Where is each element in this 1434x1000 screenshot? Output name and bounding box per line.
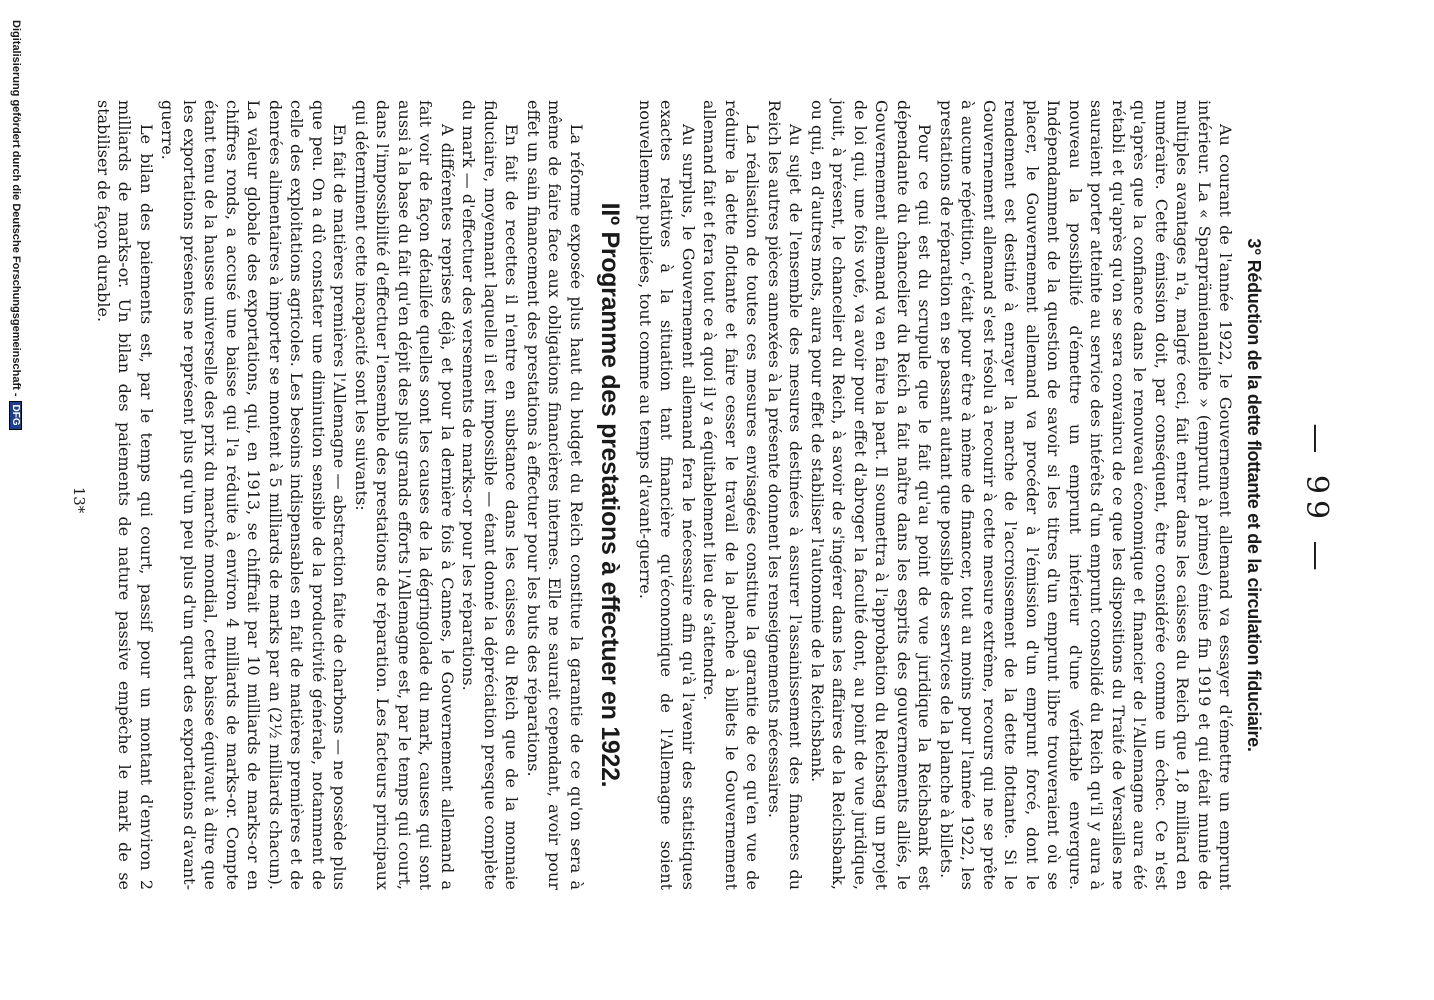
paragraph: La réforme exposée plus haut du budget du Reich constitue la garantie de ce qu'on sera à même de faire face aux obligations financières internes. Elle ne saurait cependant, avoir pour effet un sain financement des prestations à effectuer pour les buts des réparations.	[524, 100, 586, 890]
paragraph: La réalisation de toutes ces mesures envisagées constitue la garantie de ce qu'en vue de réduire la dette flottante et faire cesser le travail de la planche à billets le Gouvernement allemand fait et fera tout ce à quoi il y a équitablement lieu de s'attendre.	[700, 100, 763, 890]
paragraph: Au sujet de l'ensemble des mesures destinées à assurer l'assainissement des finances du Reich les autres pièces annexées à la présente donnent les renseignements nécessaires.	[765, 100, 806, 890]
dfg-logo: DFG	[9, 401, 22, 430]
page-number: — 99 —	[1299, 423, 1334, 577]
credit-text: Digitalisierung gefördert durch die Deutsche Forschungsgemeinschaft -	[10, 20, 22, 397]
paragraph: A différentes reprises déjà, et pour la dernière fois à Cannes, le Gouvernement allemand a fait voir de façon détaillée quelles sont les causes de la dégringolade du mark, causes qui sont aussi à la base du fait qu'en dépit des plus grands efforts l'Allemagne est, par le temps qui court, dans l'impossibilité d'effectuer l'ensemble des prestations de réparation. Les facteurs principaux qui déterminent cette incapacité sont les suivants:	[352, 100, 457, 890]
paragraph: Pour ce qui est du scrupule que le fait qu'au point de vue juridique la Reichsbank est dépendante du chancelier du Reich a fait naître dans les esprits des gouvernements alliés, le Gouvernement allemand va en faire la part. Il soumettra à l'approbation du Reichstag un projet de loi qui, une fois voté, va avoir pour effet d'abroger la faculté dont, au point de vue juridique, jouit, à présent, le chancelier du Reich, à savoir de s'ingérer dans les affaires de la Reichsbank, ou qui, en d'autres mots, aura pour effet de stabiliser l'autonomie de la Reichsbank.	[808, 100, 935, 890]
paragraph: Au surplus, le Gouvernement allemand fera le nécessaire afin qu'à l'avenir des statistiques exactes relatives à la situation tant financière qu'économique de l'Allemagne soient nouvellement publiées, tout comme au temps d'avant-guerre.	[636, 100, 698, 890]
body-text	[93, 100, 1267, 890]
digitization-credit	[9, 20, 22, 1000]
section-heading-programme: IIº Programme des prestations à effectuer en 1922.	[596, 202, 625, 788]
section-heading-reduction: 3° Réduction de la dette flottante et de la circulation fiduciaire.	[1244, 238, 1264, 752]
paragraph: Au courant de l'année 1922, le Gouvernement allemand va essayer d'émettre un emprunt intérieur. La « Sparprämienanleihe » (emprunt à primes) émise fin 1919 et qui était munie de multiples avantages n'a, malgré ceci, fait entrer dans les caisses du Reich que 1,8 milliard en numéraire. Cette émission doit, par conséquent, être considérée comme un échec. Ce n'est qu'après que la confiance dans le renouveau économique et financier de l'Allemagne aura été rétabli et qu'après qu'on se sera convaincu de ce que les dispositions du Traité de Versailles ne sauraient porter atteinte au service des intérêts d'un emprunt consolidé du Reich qu'il y aura à nouveau la possibilité d'émettre un emprunt intérieur d'une véritable envergure. Indépendamment de la question de savoir si les titres d'un emprunt libre trouveraient où se placer, le Gouvernement allemand va procéder à l'émission d'un emprunt forcé, dont le rendement est destiné à enrayer la marche de l'accroissement de la dette flottante. Si le Gouvernement allemand s'est résolu à recourir à cette mesure extrême, recours qui ne se prête à aucune répétition, c'était pour être à même de financer, tout au moins pour l'année 1922, les prestations de réparation en se passant autant que possible des services de la planche à billets.	[937, 100, 1236, 890]
paragraph: Le bilan des paiements est, par le temps qui court, passif pour un montant d'environ 2 milliards de marks-or. Un bilan des paiements de nature passive empêche le mark de se stabiliser de façon durable.	[94, 100, 156, 890]
paragraph: En fait de matières premières l'Allemagne — abstraction faite de charbons — ne possède plus que peu. On a dû constater une diminution sensible de la productivité générale, notamment de celle des exploitations agricoles. Les besoins indispensables en fait de matières premières et de denrées alimentaires à importer se montent à 5 milliards de marks par an (2½ milliards chacun). La valeur globale des exportations, qui, en 1913, se chiffrait par 10 milliards de marks-or en chiffres ronds, a accusé une baisse qui l'a réduite à environ 4 milliards de marks-or. Compte étant tenu de la hausse universelle des prix du marché mondial, cette baisse équivaut à dire que les exportations présentes ne représent plus qu'un peu plus d'un quart des exportations d'avant-guerre.	[158, 100, 350, 890]
signature-mark: 13*	[70, 486, 88, 514]
paragraph: En fait de recettes il n'entre en substance dans les caisses du Reich que de la monnaie fiduciaire, moyennant laquelle il est impossible — étant donné la dépréciation presque complète du mark — d'effectuer des versements de marks-or pour les réparations.	[459, 100, 522, 890]
